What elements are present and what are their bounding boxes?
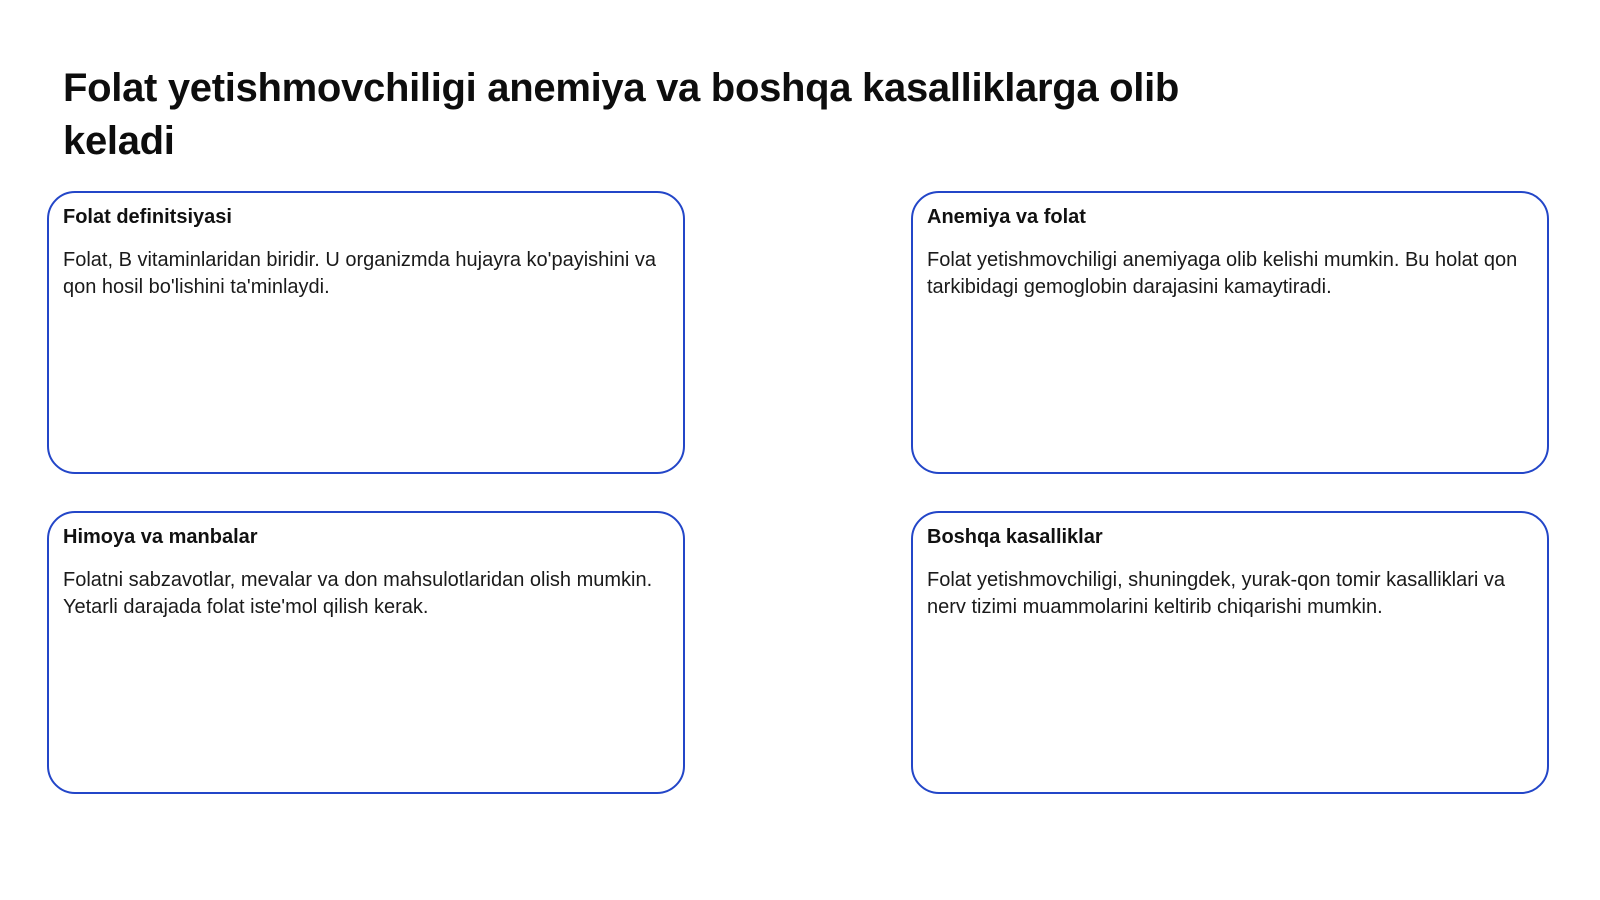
card-body: Folat yetishmovchiligi, shuningdek, yurak-qon tomir kasalliklari va nerv tizimi muammolarini keltirib chiqarishi mumkin. (927, 569, 1506, 618)
card-title: Anemiya va folat (927, 206, 1086, 228)
card-body: Folat yetishmovchiligi anemiyaga olib kelishi mumkin. Bu holat qon tarkibidagi gemoglobin darajasini kamaytiradi. (927, 249, 1518, 298)
card-protection-sources (47, 511, 685, 794)
slide-title: Folat yetishmovchiligi anemiya va boshqa kasalliklarga olib keladi (63, 66, 1180, 163)
card-body: Folatni sabzavotlar, mevalar va don mahsulotlaridan olish mumkin. Yetarli darajada folat iste'mol qilish kerak. (63, 569, 653, 618)
card-body: Folat, B vitaminlaridan biridir. U organizmda hujayra ko'payishini va qon hosil bo'lishini ta'minlaydi. (63, 249, 656, 298)
card-title: Himoya va manbalar (63, 526, 258, 548)
card-folate-definition (47, 191, 685, 474)
card-title: Folat definitsiyasi (63, 206, 232, 228)
card-title: Boshqa kasalliklar (927, 526, 1103, 548)
card-anemia-folate (911, 191, 1549, 474)
card-other-diseases (911, 511, 1549, 794)
